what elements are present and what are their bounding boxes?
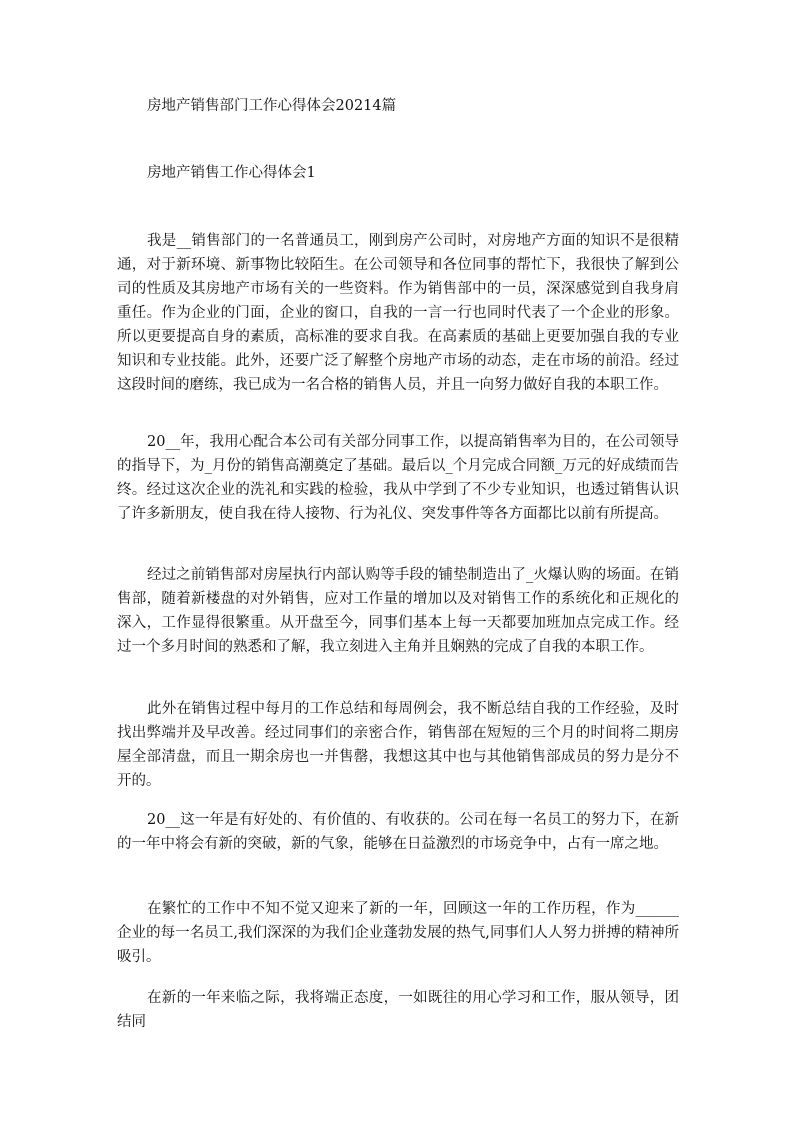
paragraph-1: 我是__销售部门的一名普通员工，刚到房产公司时，对房地产方面的知识不是很精通，对于新环境、新事物比较陌生。在公司领导和各位同事的帮忙下，我很快了解到公司的性质及其房地产市场有关的一些资料。作为销售部中的一员，深深感觉到自我身肩重任。作为企业的门面，企业的窗口，自我的一言一行也同时代表了一个企业的形象。所以更要提高自身的素质，高标准的要求自我。在高素质的基础上更要加强自我的专业知识和专业技能。此外，还要广泛了解整个房地产市场的动态，走在市场的前沿。经过这段时间的磨练，我已成为一名合格的销售人员，并且一向努力做好自我的本职工作。 — [117, 233, 679, 393]
paragraph-4: 此外在销售过程中每月的工作总结和每周例会，我不断总结自我的工作经验，及时找出弊端并及早改善。经过同事们的亲密合作，销售部在短短的三个月的时间将二期房屋全部清盘，而且一期余房也一并售罄，我想这其中也与其他销售部成员的努力是分不开的。 — [117, 701, 679, 789]
document-title: 房地产销售部门工作心得体会20214篇 — [147, 98, 397, 114]
paragraph-3: 经过之前销售部对房屋执行内部认购等手段的铺垫制造出了_火爆认购的场面。在销售部，随着新楼盘的对外销售，应对工作量的增加以及对销售工作的系统化和正规化的深入，工作显得很繁重。从开盘至今，同事们基本上每一天都要加班加点完成工作。经过一个多月时间的熟悉和了解，我立刻进入主角并且娴熟的完成了自我的本职工作。 — [117, 567, 679, 655]
paragraph-2: 20__年，我用心配合本公司有关部分同事工作，以提高销售率为目的，在公司领导的指导下，为_月份的销售高潮奠定了基础。最后以_个月完成合同额_万元的好成绩而告终。经过这次企业的洗礼和实践的检验，我从中学到了不少专业知识，也透过销售认识了许多新朋友，使自我在待人接物、行为礼仪、突发事件等各方面都比以前有所提高。 — [117, 434, 679, 522]
paragraph-7: 在新的一年来临之际，我将端正态度，一如既往的用心学习和工作，服从领导，团结同 — [117, 990, 679, 1030]
paragraph-6: 在繁忙的工作中不知不觉又迎来了新的一年，回顾这一年的工作历程，作为______企业的每一名员工,我们深深的为我们企业蓬勃发展的热气,同事们人人努力拼搏的精神所吸引。 — [117, 901, 679, 965]
paragraph-5: 20__这一年是有好处的、有价值的、有收获的。公司在每一名员工的努力下，在新的一年中将会有新的突破，新的气象，能够在日益激烈的市场竞争中，占有一席之地。 — [117, 812, 679, 852]
section-heading: 房地产销售工作心得体会1 — [147, 165, 316, 181]
